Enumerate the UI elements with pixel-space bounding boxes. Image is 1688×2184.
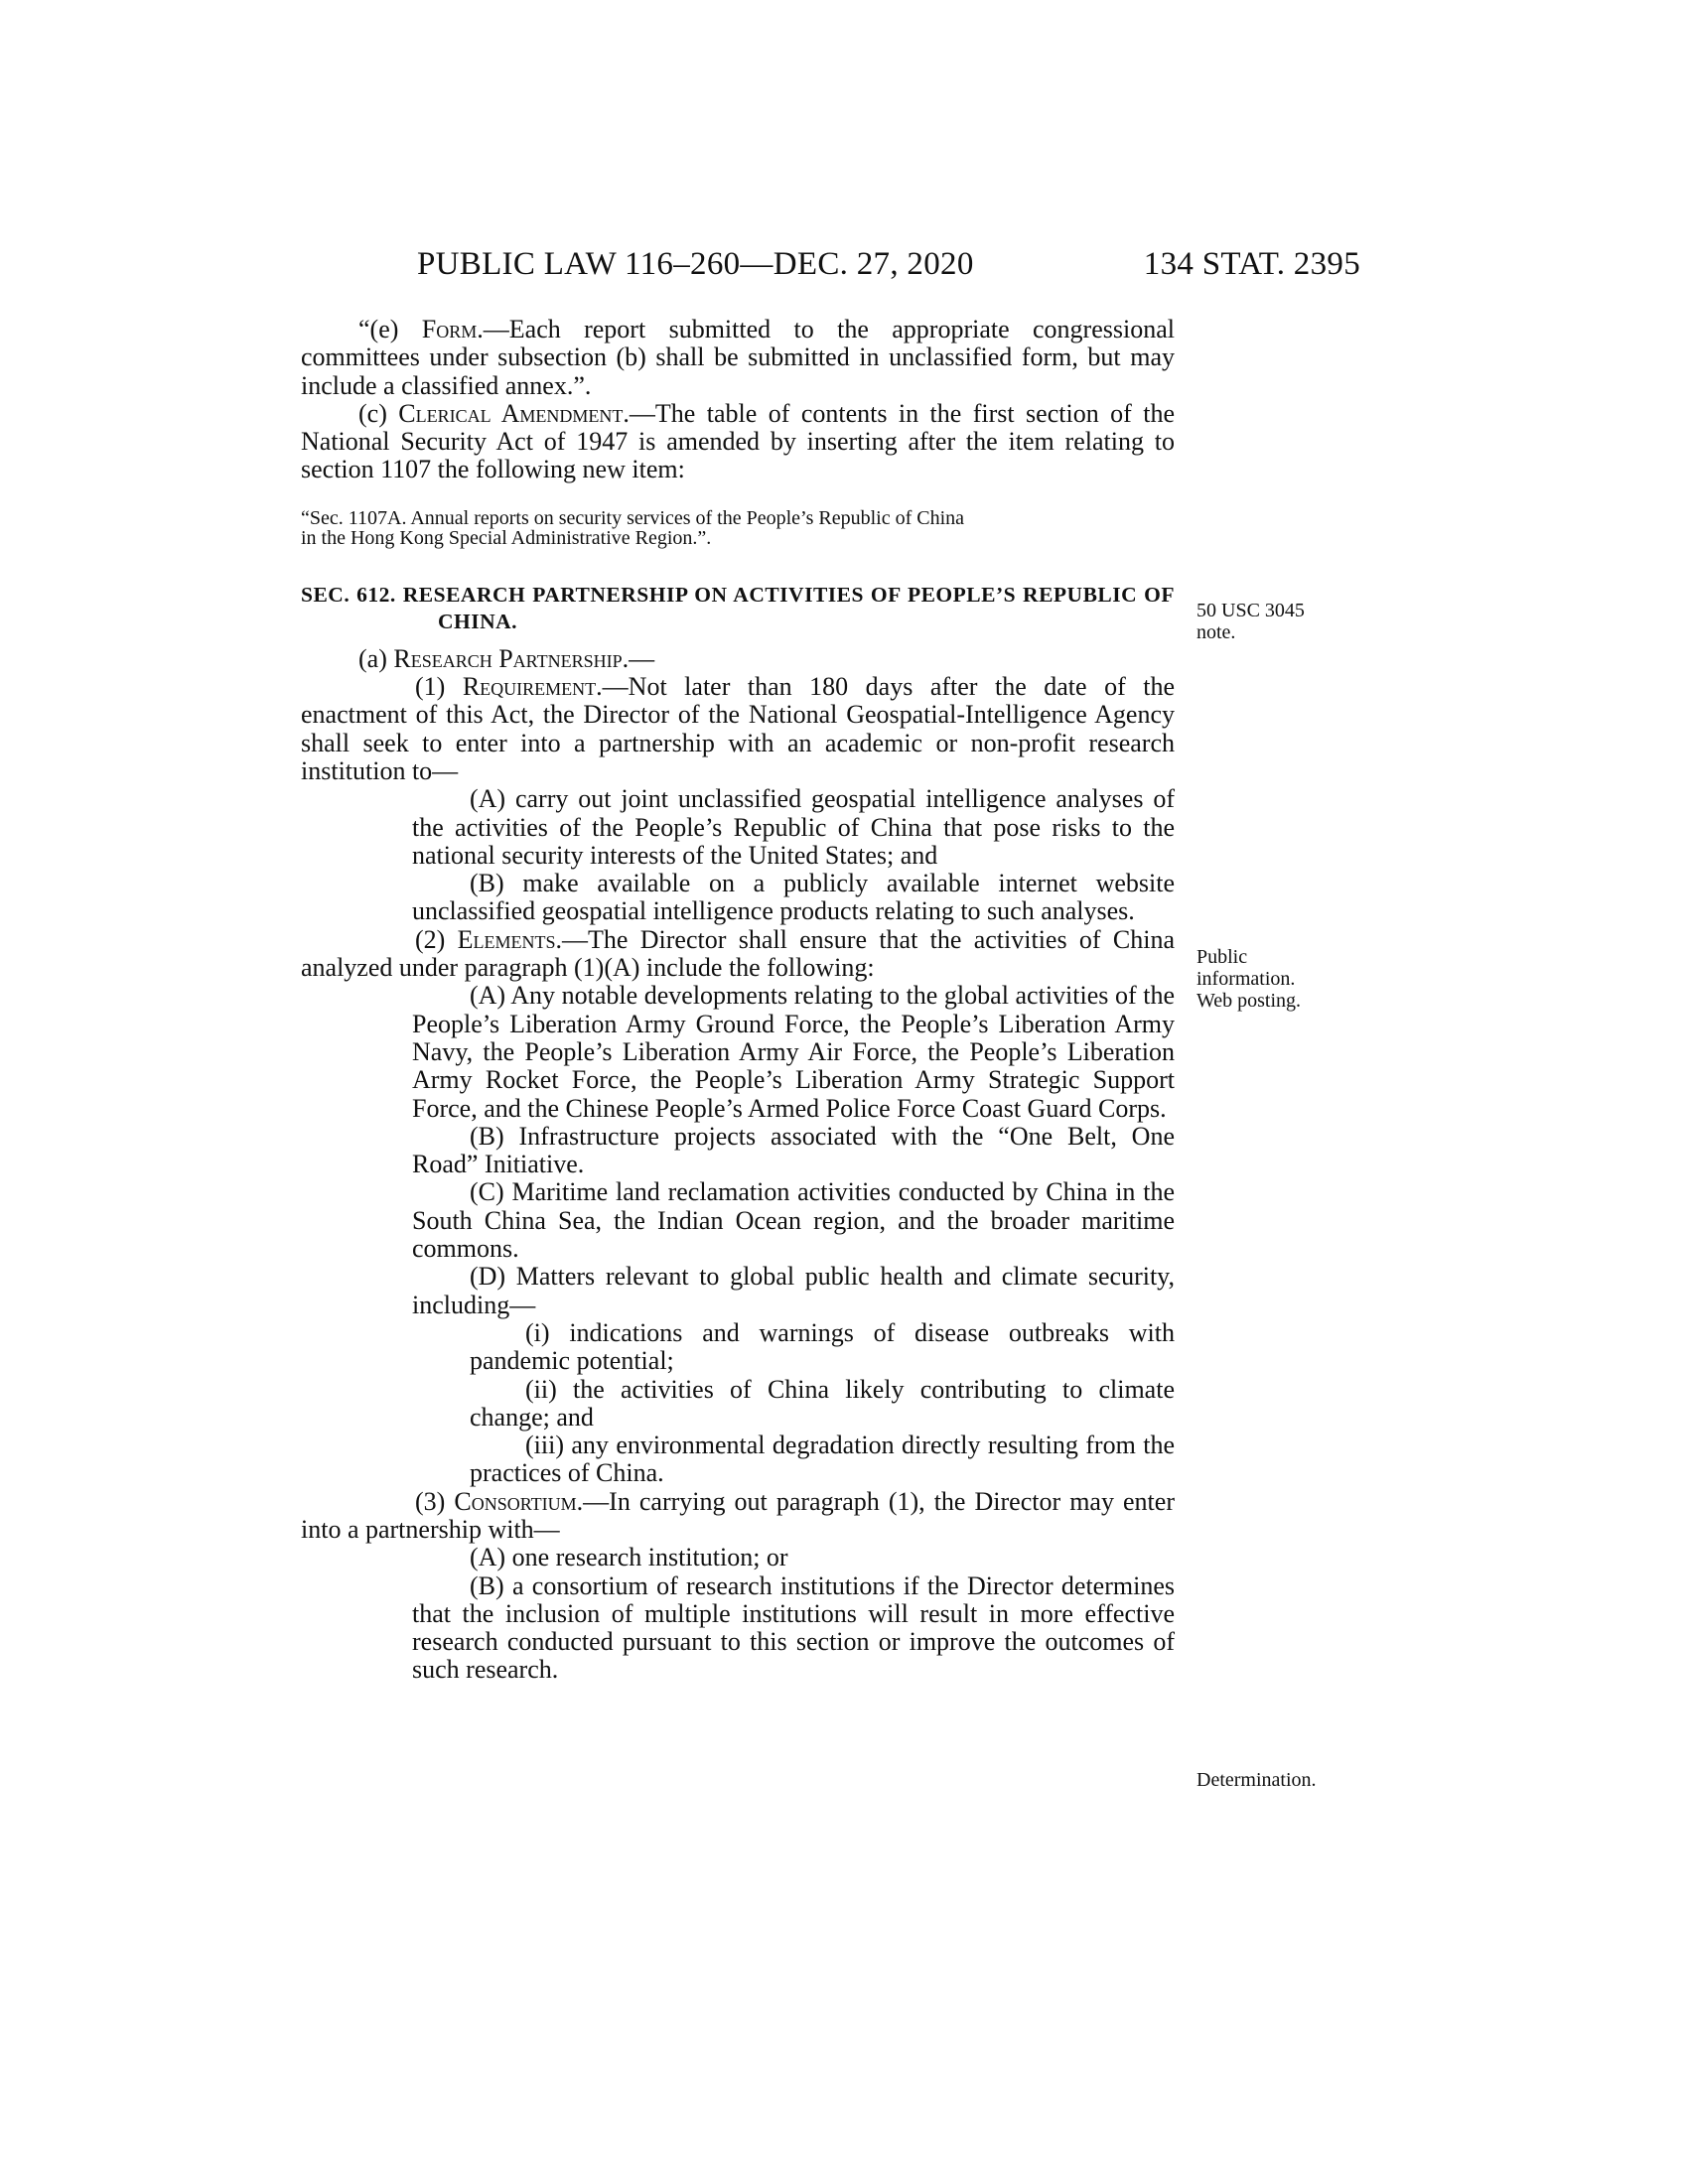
running-header-left: PUBLIC LAW 116–260—DEC. 27, 2020: [417, 246, 974, 282]
subparagraph-a2-B: (B) Infrastructure projects associated with the “One Belt, One Road” Initiative.: [412, 1121, 1175, 1179]
subparagraph-a2-A: (A) Any notable developments relating to the global activities of the People’s Liberation Army Ground Force, the People’s Liberation Army Navy, the People’s Liberation Army Air Force, the People’s Liberation Army Rocket Force, the People’s Liberation Army Strategic Support Force, and the Chinese People’s Armed Police Force Coast Guard Corps.: [412, 981, 1175, 1123]
running-header-right: 134 STAT. 2395: [1143, 246, 1360, 282]
margin-note-usc-citation: 50 USC 3045 note.: [1196, 600, 1305, 643]
paragraph-a3-consortium: (3) Consortium.—In carrying out paragraph (1), the Director may enter into a partnership with—: [301, 1486, 1175, 1544]
paragraph-e-form: “(e) Form.—Each report submitted to the appropriate congressional committees under subsection (b) shall be submitted in unclassified form, but may include a classified annex.”.: [301, 315, 1175, 400]
section-heading: SEC. 612. RESEARCH PARTNERSHIP ON ACTIVITIES OF PEOPLE’S REPUBLIC OF CHINA.: [301, 582, 1175, 633]
clause-a2-D-i: (i) indications and warnings of disease outbreaks with pandemic potential;: [470, 1317, 1175, 1376]
subparagraph-a3-A: (A) one research institution; or: [470, 1543, 788, 1572]
toc-line-2: in the Hong Kong Special Administrative Region.”.: [301, 526, 712, 549]
document-body: [301, 316, 1175, 1685]
toc-item: [301, 508, 1175, 548]
subparagraph-a1-A: (A) carry out joint unclassified geospatial intelligence analyses of the activities of the People’s Republic of China that pose risks to the national security interests of the United States; and: [412, 784, 1175, 870]
clause-a2-D-iii: (iii) any environmental degradation directly resulting from the practices of China.: [470, 1431, 1175, 1488]
clause-a2-D-ii: (ii) the activities of China likely contributing to climate change; and: [470, 1374, 1175, 1432]
subparagraph-a1-B: (B) make available on a publicly available internet website unclassified geospatial intelligence products relating to such analyses.: [412, 869, 1175, 926]
subparagraph-a2-C: (C) Maritime land reclamation activities conducted by China in the South China Sea, the Indian Ocean region, and the broader maritime commons.: [412, 1177, 1175, 1264]
subparagraph-a2-D: (D) Matters relevant to global public health and climate security, including—: [412, 1262, 1175, 1319]
paragraph-a1-requirement: (1) Requirement.—Not later than 180 days after the date of the enactment of this Act, the Director of the National Geospatial-Intelligence Agency shall seek to enter into a partnership with an academic or non-profit research institution to—: [301, 672, 1176, 785]
margin-note-determination: Determination.: [1196, 1769, 1317, 1791]
paragraph-a2-elements: (2) Elements.—The Director shall ensure that the activities of China analyzed under paragraph (1)(A) include the following:: [301, 924, 1175, 983]
toc-line-1: “Sec. 1107A. Annual reports on security services of the People’s Republic of China: [301, 506, 964, 529]
paragraph-c-clerical-amendment: (c) Clerical Amendment.—The table of contents in the first section of the National Security Act of 1947 is amended by inserting after the item relating to section 1107 the following new item:: [301, 398, 1175, 484]
margin-note-public-information: Public information. Web posting.: [1196, 946, 1302, 1012]
subparagraph-a3-B: (B) a consortium of research institutions if the Director determines that the inclusion of multiple institutions will result in more effective research conducted pursuant to this section or improve the outcomes of such research.: [412, 1570, 1175, 1685]
subsection-a: (a) Research Partnership.—: [358, 643, 655, 673]
